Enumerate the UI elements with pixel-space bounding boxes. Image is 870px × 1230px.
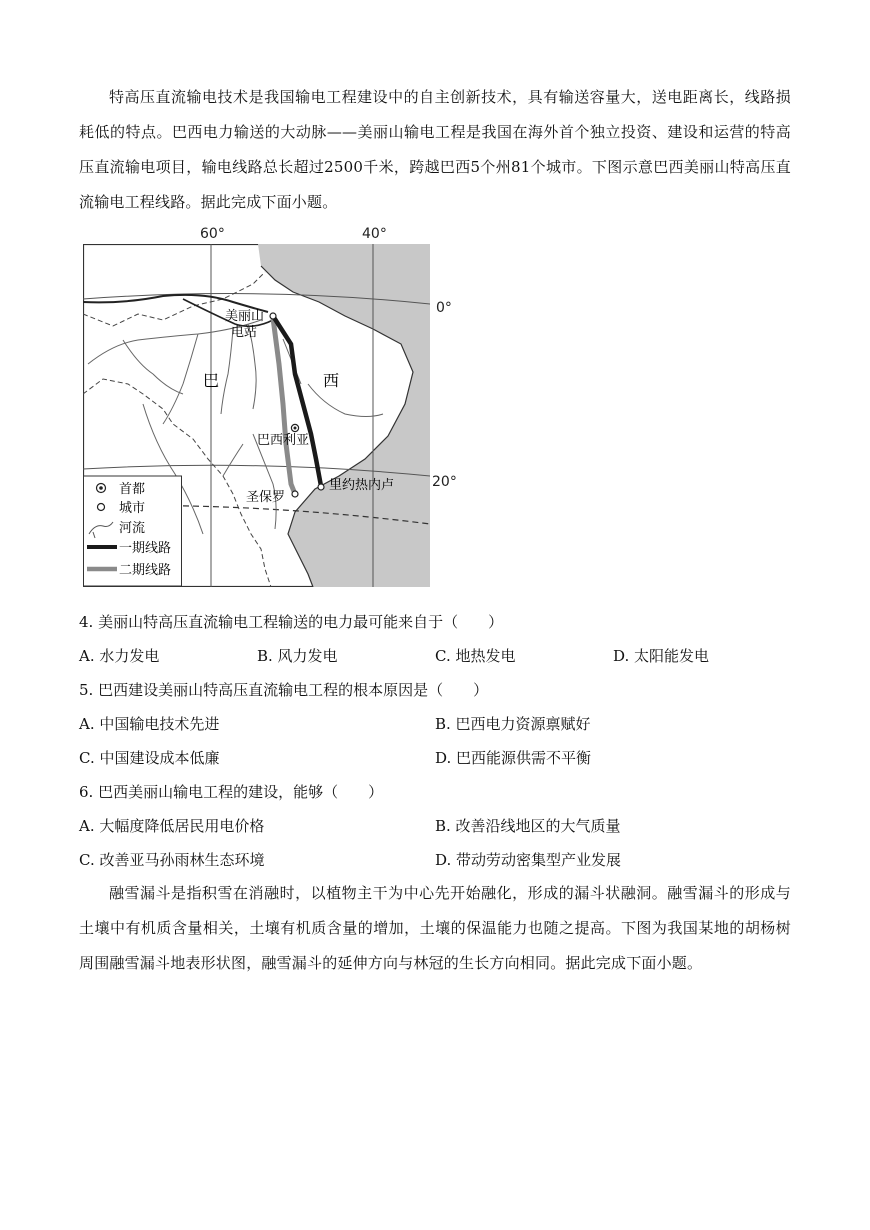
- legend-city: 城市: [119, 501, 146, 516]
- q5-option-c[interactable]: C. 中国建设成本低廉: [79, 749, 220, 767]
- capital-marker-dot: [294, 427, 297, 430]
- legend-river: 河流: [119, 521, 146, 536]
- station-label-1: 美丽山: [225, 309, 265, 324]
- passage-brazil-power: 特高压直流输电技术是我国输电工程建设中的自主创新技术，具有输送容量大，送电距离长，线路损耗低的特点。巴西电力输送的大动脉——美丽山输电工程是我国在海外首个独立投资、建设和运营的特高压直流输电项目，输电线路总长超过2500千米，跨越巴西5个州81个城市。下图示意巴西美丽山特高压直流输电工程线路。据此完成下面小题。: [79, 88, 791, 211]
- q6-option-a[interactable]: A. 大幅度降低居民用电价格: [79, 817, 265, 835]
- legend-city-icon: [98, 504, 105, 511]
- passage-snow-funnel: 融雪漏斗是指积雪在消融时，以植物主干为中心先开始融化，形成的漏斗状融洞。融雪漏斗的形成与土壤中有机质含量相关，土壤有机质含量的增加，土壤的保温能力也随之提高。下图为我国某地的胡杨树周围融雪漏斗地表形状图，融雪漏斗的延伸方向与林冠的生长方向相同。据此完成下面小题。: [79, 884, 791, 972]
- question-4-stem: 4. 美丽山特高压直流输电工程输送的电力最可能来自于（ ）: [79, 613, 504, 631]
- sao-paulo-label: 圣保罗: [246, 490, 286, 505]
- capital-label: 巴西利亚: [257, 433, 310, 448]
- q4-option-a[interactable]: A. 水力发电: [79, 647, 160, 665]
- station-label-2: 电站: [231, 325, 258, 340]
- lon-label-40: 40°: [362, 226, 387, 242]
- country-char-ba: 巴: [203, 371, 220, 390]
- station-marker: [270, 313, 276, 319]
- q6-option-b[interactable]: B. 改善沿线地区的大气质量: [435, 817, 621, 835]
- q6-option-d[interactable]: D. 带动劳动密集型产业发展: [435, 851, 622, 869]
- lat-label-0: 0°: [436, 300, 452, 316]
- q4-option-d[interactable]: D. 太阳能发电: [613, 647, 710, 665]
- question-6-stem: 6. 巴西美丽山输电工程的建设，能够（ ）: [79, 783, 384, 801]
- q5-option-d[interactable]: D. 巴西能源供需不平衡: [435, 749, 592, 767]
- q6-option-c[interactable]: C. 改善亚马孙雨林生态环境: [79, 851, 265, 869]
- legend-phase2: 二期线路: [119, 563, 172, 578]
- q5-option-a[interactable]: A. 中国输电技术先进: [79, 715, 220, 733]
- question-5-stem: 5. 巴西建设美丽山特高压直流输电工程的根本原因是（ ）: [79, 681, 489, 699]
- city-marker-sao-paulo: [292, 491, 298, 497]
- q5-option-b[interactable]: B. 巴西电力资源禀赋好: [435, 715, 591, 733]
- country-char-xi: 西: [323, 371, 340, 390]
- city-marker-rio: [318, 484, 324, 490]
- brazil-transmission-map: [83, 244, 430, 587]
- q4-option-b[interactable]: B. 风力发电: [257, 647, 338, 665]
- rio-label: 里约热内卢: [329, 478, 395, 493]
- lon-label-60: 60°: [200, 226, 225, 242]
- lat-label-20: 20°: [432, 474, 457, 490]
- legend-capital: 首都: [119, 482, 146, 497]
- legend-capital-icon-dot: [99, 486, 103, 490]
- legend-phase1: 一期线路: [119, 541, 172, 556]
- q4-option-c[interactable]: C. 地热发电: [435, 647, 516, 665]
